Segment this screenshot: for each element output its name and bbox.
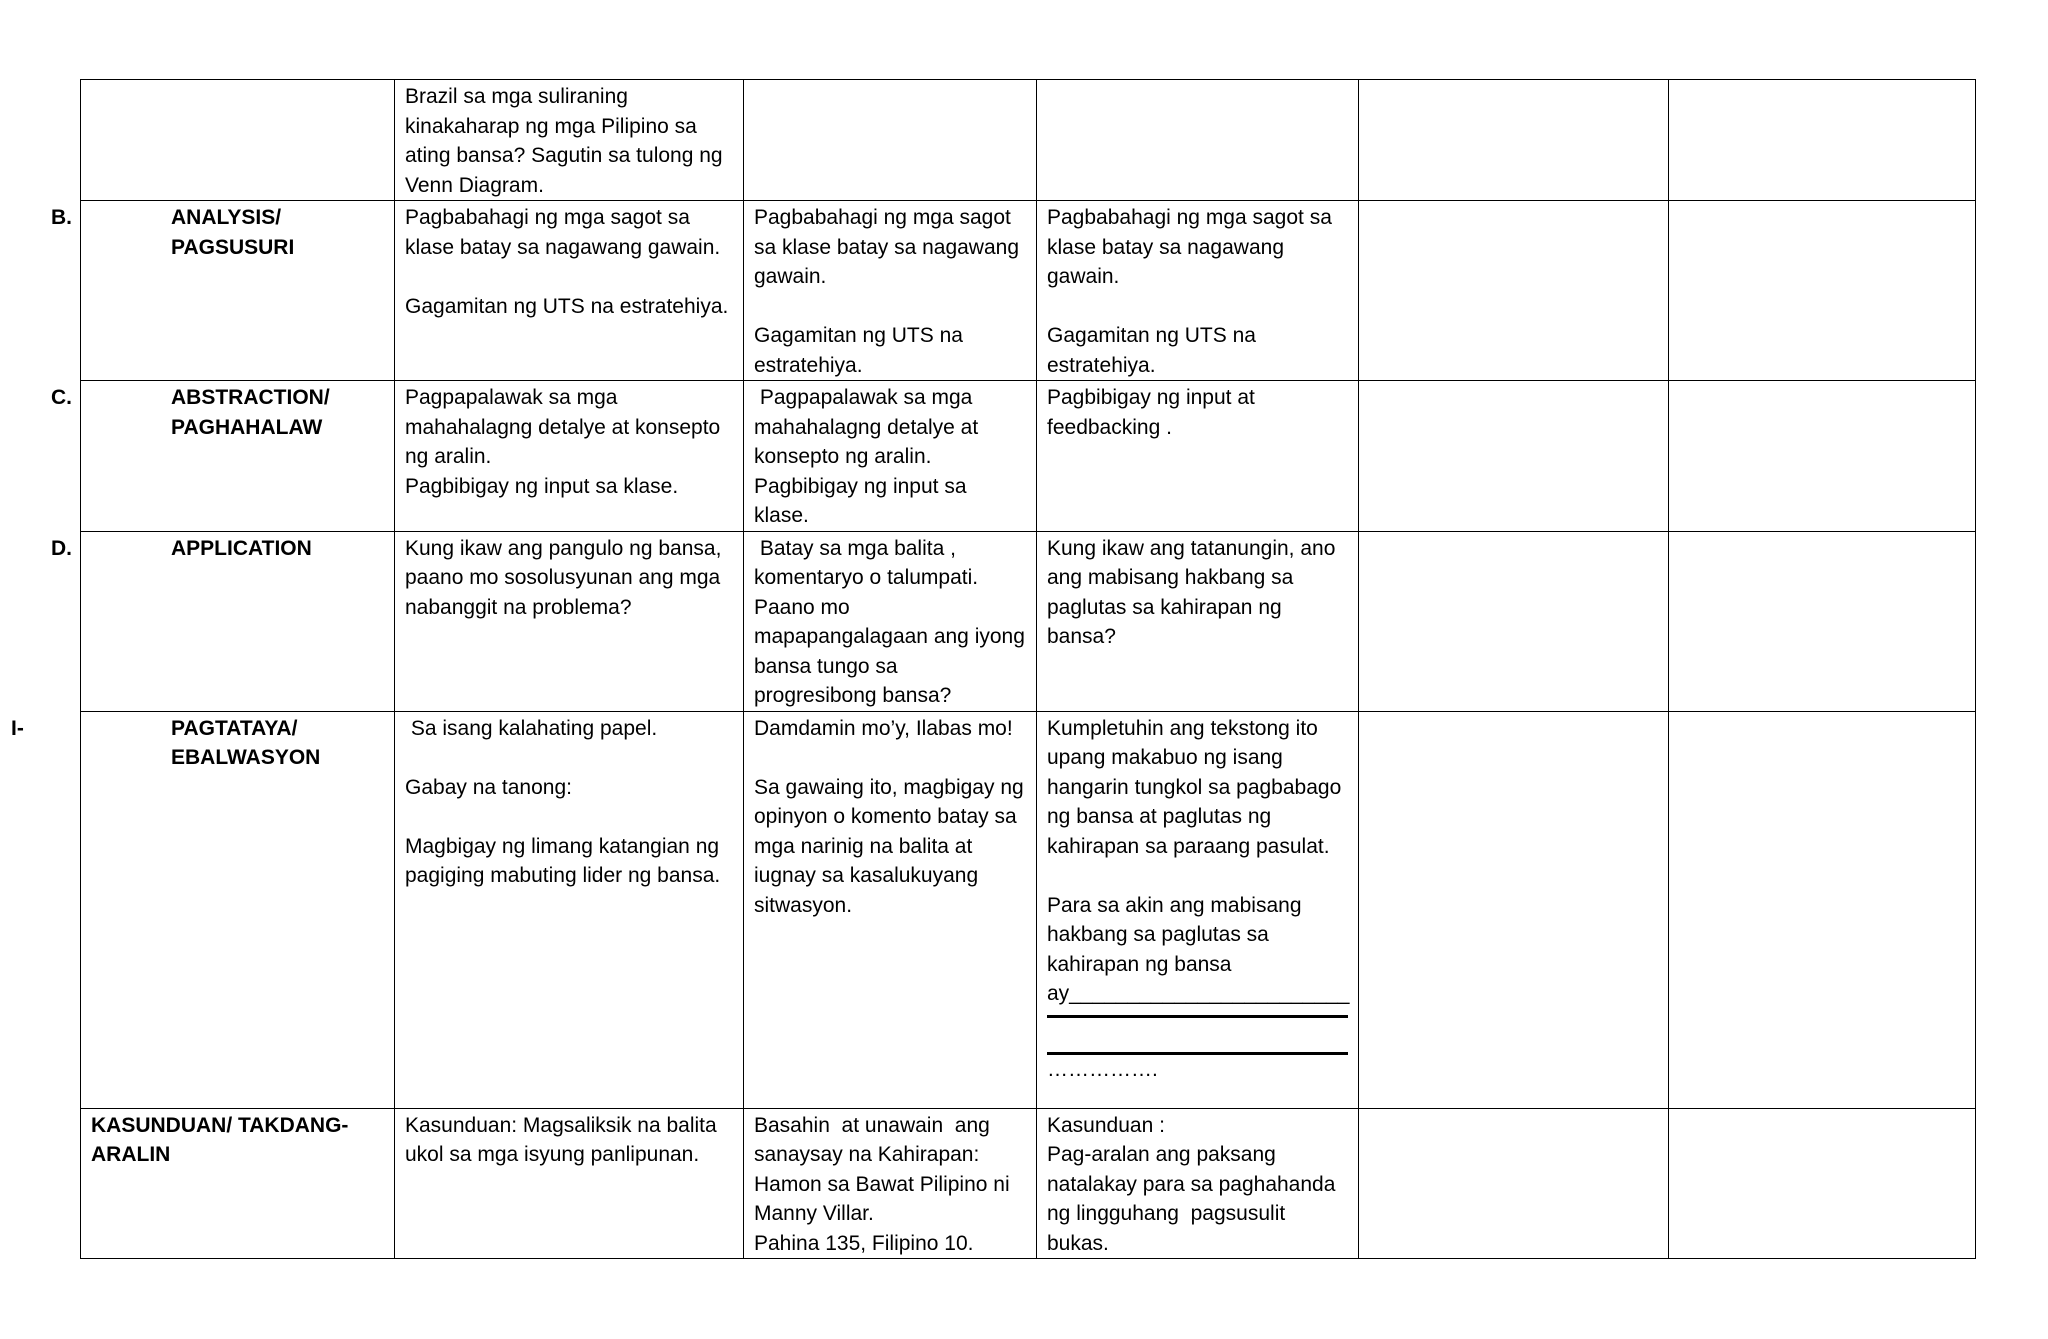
row-label: ANALYSIS/ bbox=[171, 206, 282, 229]
table-cell bbox=[1037, 1108, 1359, 1259]
table-cell bbox=[1669, 1108, 1976, 1259]
row-label: PAGHAHALAW bbox=[171, 415, 323, 439]
table-row bbox=[81, 711, 1976, 1108]
table-cell bbox=[744, 531, 1037, 711]
cell-text: Basahin at unawain ang sanaysay na Kahirapan: Hamon sa Bawat Pilipino ni Manny Villar. Pahina 135, Filipino 10. bbox=[754, 1113, 1010, 1255]
row-label: ARALIN bbox=[91, 1143, 171, 1166]
row-label-cell bbox=[81, 1108, 395, 1259]
row-label: APPLICATION bbox=[171, 536, 312, 560]
table-cell bbox=[395, 531, 744, 711]
table-cell bbox=[1037, 80, 1359, 201]
table-cell bbox=[744, 1108, 1037, 1259]
table-row bbox=[81, 80, 1976, 201]
table-cell bbox=[395, 381, 744, 532]
cell-text: Pagpapalawak sa mga mahahalagng detalye at konsepto ng aralin. Pagbibigay ng input sa klase. bbox=[754, 386, 979, 527]
cell-text: Sa isang kalahating papel. Gabay na tanong: Magbigay ng limang katangian ng pagiging mabuting lider ng bansa. bbox=[405, 716, 721, 887]
cell-text: Pagbabahagi ng mga sagot sa klase batay sa nagawang gawain. Gagamitan ng UTS na estratehiya. bbox=[1047, 206, 1332, 377]
cell-text: Pagbabahagi ng mga sagot sa klase batay sa nagawang gawain. Gagamitan ng UTS na estratehiya. bbox=[405, 206, 729, 318]
cell-text: Brazil sa mga suliraning kinakaharap ng mga Pilipino sa ating bansa? Sagutin sa tulong ng Venn Diagram. bbox=[405, 85, 729, 197]
table-cell bbox=[744, 711, 1037, 1108]
row-label: EBALWASYON bbox=[171, 746, 321, 769]
cell-text: Kumpletuhin ang tekstong ito upang makabuo ng isang hangarin tungkol sa pagbabago ng bansa at paglutas ng kahirapan sa paraang pasulat. Para sa akin ang mabisang hakbang sa paglutas sa kahirapan ng bansa ay________________________ bbox=[1047, 716, 1350, 1005]
cell-text: Batay sa mga balita , komentaryo o talumpati. Paano mo mapapangalagaan ang iyong bansa tungo sa progresibong bansa? bbox=[754, 536, 1031, 707]
table-cell bbox=[395, 1108, 744, 1259]
table-cell bbox=[1359, 201, 1669, 381]
cell-text: Pagbabahagi ng mga sagot sa klase batay sa nagawang gawain. Gagamitan ng UTS na estratehiya. bbox=[754, 206, 1020, 377]
table-cell bbox=[1359, 381, 1669, 532]
table-cell bbox=[744, 201, 1037, 381]
table-cell bbox=[1359, 711, 1669, 1108]
ellipsis-text: ……………. bbox=[1047, 1057, 1158, 1081]
table-cell bbox=[1359, 1108, 1669, 1259]
answer-blank-line bbox=[1047, 1009, 1348, 1018]
table-cell bbox=[1669, 381, 1976, 532]
table-cell bbox=[1669, 531, 1976, 711]
row-label: KASUNDUAN/ TAKDANG- bbox=[91, 1113, 349, 1137]
row-label-cell bbox=[51, 531, 395, 711]
cell-text: Pagbibigay ng input at feedbacking . bbox=[1047, 386, 1261, 439]
row-label-cell bbox=[11, 711, 395, 1108]
row-label-cell bbox=[81, 80, 395, 201]
cell-text: Pagpapalawak sa mga mahahalagng detalye at konsepto ng aralin. Pagbibigay ng input sa klase. bbox=[405, 386, 721, 498]
cell-text: Kung ikaw ang tatanungin, ano ang mabisang hakbang sa paglutas sa kahirapan ng bansa? bbox=[1047, 536, 1342, 648]
table-cell bbox=[395, 711, 744, 1108]
row-marker: C. bbox=[51, 386, 72, 409]
row-label: PAGTATAYA/ bbox=[171, 716, 298, 740]
table-cell bbox=[1669, 80, 1976, 201]
row-marker: D. bbox=[51, 536, 72, 560]
table-cell bbox=[744, 381, 1037, 532]
row-label-cell bbox=[51, 381, 395, 532]
answer-blank-line bbox=[1047, 1018, 1348, 1055]
cell-text: Kasunduan: Magsaliksik na balita ukol sa mga isyung panlipunan. bbox=[405, 1113, 723, 1166]
table-cell bbox=[1669, 201, 1976, 381]
table-cell bbox=[395, 80, 744, 201]
table-cell bbox=[1037, 531, 1359, 711]
table-cell bbox=[1037, 711, 1359, 1108]
table-cell bbox=[744, 80, 1037, 201]
lesson-plan-table bbox=[11, 79, 1976, 1259]
table-row bbox=[81, 381, 1976, 532]
table-row bbox=[81, 531, 1976, 711]
cell-text: Kung ikaw ang pangulo ng bansa, paano mo sosolusyunan ang mga nabanggit na problema? bbox=[405, 536, 728, 619]
table-cell bbox=[1037, 381, 1359, 532]
row-label-cell bbox=[51, 201, 395, 381]
table-cell bbox=[1037, 201, 1359, 381]
row-label: ABSTRACTION/ bbox=[171, 386, 330, 409]
cell-text: Damdamin mo’y, Ilabas mo! Sa gawaing ito, magbigay ng opinyon o komento batay sa mga narinig na balita at iugnay sa kasalukuyang sitwasyon. bbox=[754, 716, 1024, 917]
table-row bbox=[81, 1108, 1976, 1259]
table-cell bbox=[1669, 711, 1976, 1108]
table-cell bbox=[1359, 531, 1669, 711]
row-marker: B. bbox=[51, 206, 72, 229]
row-marker: I- bbox=[11, 716, 24, 740]
table-cell bbox=[1359, 80, 1669, 201]
table-row bbox=[81, 201, 1976, 381]
table-cell bbox=[395, 201, 744, 381]
row-label: PAGSUSURI bbox=[171, 235, 295, 259]
cell-text: Kasunduan : Pag-aralan ang paksang natalakay para sa paghahanda ng lingguhang pagsusulit bukas. bbox=[1047, 1113, 1336, 1255]
